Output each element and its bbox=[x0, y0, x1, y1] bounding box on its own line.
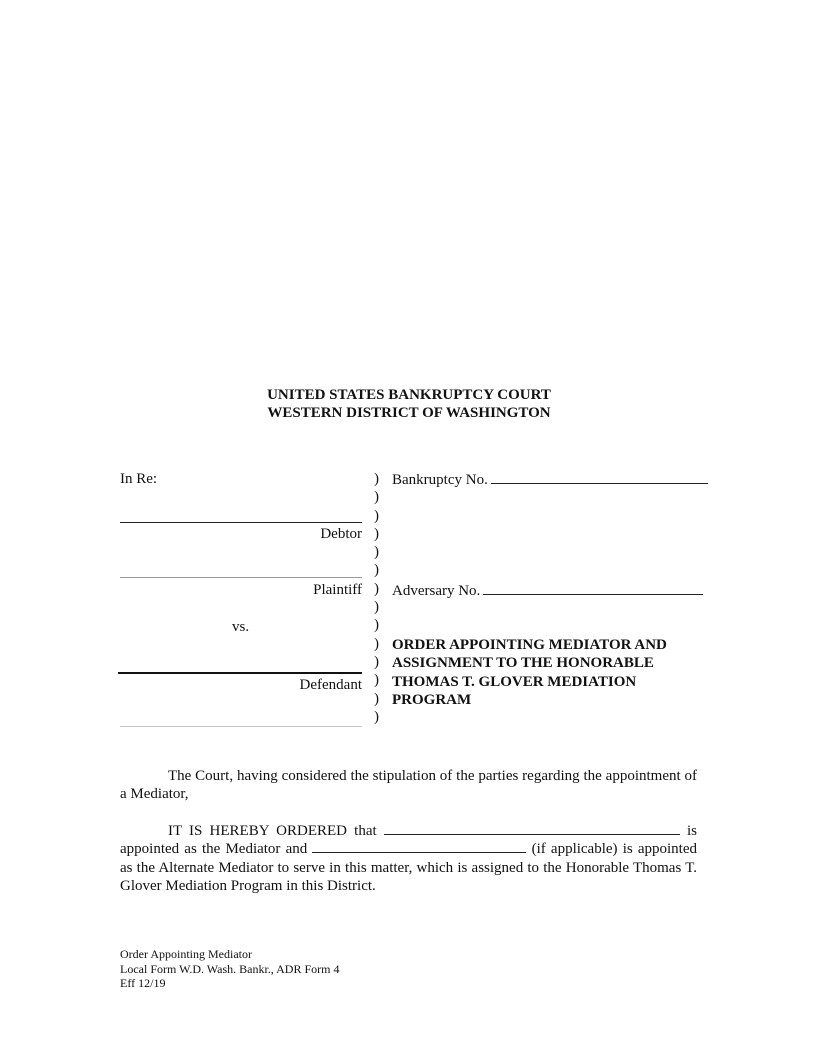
mediator-name-field[interactable] bbox=[384, 822, 680, 835]
defendant-name-blank[interactable] bbox=[118, 672, 362, 674]
caption-paren: ) bbox=[374, 672, 379, 689]
additional-party-blank[interactable] bbox=[120, 726, 362, 727]
court-district: WESTERN DISTRICT OF WASHINGTON bbox=[267, 405, 551, 421]
caption-paren: ) bbox=[374, 525, 379, 542]
in-re-label: In Re: bbox=[120, 471, 158, 487]
alternate-mediator-name-field[interactable] bbox=[312, 840, 526, 853]
debtor-name-blank[interactable] bbox=[120, 522, 362, 523]
footer-form-number: Local Form W.D. Wash. Bankr., ADR Form 4 bbox=[120, 961, 340, 976]
order-title-line: ASSIGNMENT TO THE HONORABLE bbox=[392, 655, 654, 672]
adversary-no-label: Adversary No. bbox=[392, 583, 481, 599]
alternate-mediator-text: (if applicable) is appointed as the Alternate Mediator to serve in this matter, which is assigned to the Honorable Thomas T. Glover Mediation Program in this District. bbox=[120, 841, 698, 895]
order-lead-text: IT IS HEREBY ORDERED that bbox=[168, 822, 377, 839]
order-title-line: THOMAS T. GLOVER MEDIATION bbox=[392, 673, 637, 690]
form-footer bbox=[120, 947, 339, 991]
court-header bbox=[0, 386, 816, 422]
caption-paren: ) bbox=[374, 599, 379, 616]
order-title-line: ORDER APPOINTING MEDIATOR AND bbox=[392, 637, 667, 653]
bankruptcy-number-row bbox=[392, 470, 708, 489]
recital-paragraph: The Court, having considered the stipulation of the parties regarding the appointment of a Mediator, bbox=[120, 768, 697, 803]
caption-paren: ) bbox=[374, 507, 379, 524]
caption-paren: ) bbox=[374, 617, 379, 634]
plaintiff-name-blank[interactable] bbox=[120, 577, 362, 578]
debtor-label: Debtor bbox=[320, 526, 362, 542]
court-name: UNITED STATES BANKRUPTCY COURT bbox=[267, 387, 551, 403]
caption-paren: ) bbox=[374, 690, 379, 707]
order-body bbox=[120, 767, 697, 895]
order-paragraph bbox=[120, 822, 697, 896]
caption-paren: ) bbox=[374, 544, 379, 561]
caption-paren-column bbox=[374, 470, 384, 726]
caption-paren: ) bbox=[374, 653, 379, 670]
case-caption-parties bbox=[120, 470, 362, 734]
plaintiff-label: Plaintiff bbox=[313, 582, 362, 598]
order-title bbox=[392, 636, 712, 709]
caption-paren: ) bbox=[374, 635, 379, 652]
caption-paren: ) bbox=[374, 708, 379, 725]
caption-paren: ) bbox=[374, 562, 379, 579]
order-title-line: PROGRAM bbox=[392, 691, 472, 708]
mediator-appointed-text: is appointed as the Mediator and bbox=[120, 822, 698, 858]
defendant-label: Defendant bbox=[299, 677, 362, 693]
footer-form-title: Order Appointing Mediator bbox=[120, 947, 252, 961]
caption-paren: ) bbox=[374, 489, 379, 506]
caption-paren: ) bbox=[374, 580, 379, 597]
versus-label: vs. bbox=[232, 619, 250, 635]
adversary-number-field[interactable] bbox=[483, 581, 703, 595]
bankruptcy-number-field[interactable] bbox=[491, 470, 708, 484]
caption-paren: ) bbox=[374, 471, 379, 487]
adversary-number-row bbox=[392, 581, 703, 600]
bankruptcy-no-label: Bankruptcy No. bbox=[392, 472, 488, 488]
footer-effective-date: Eff 12/19 bbox=[120, 976, 166, 990]
